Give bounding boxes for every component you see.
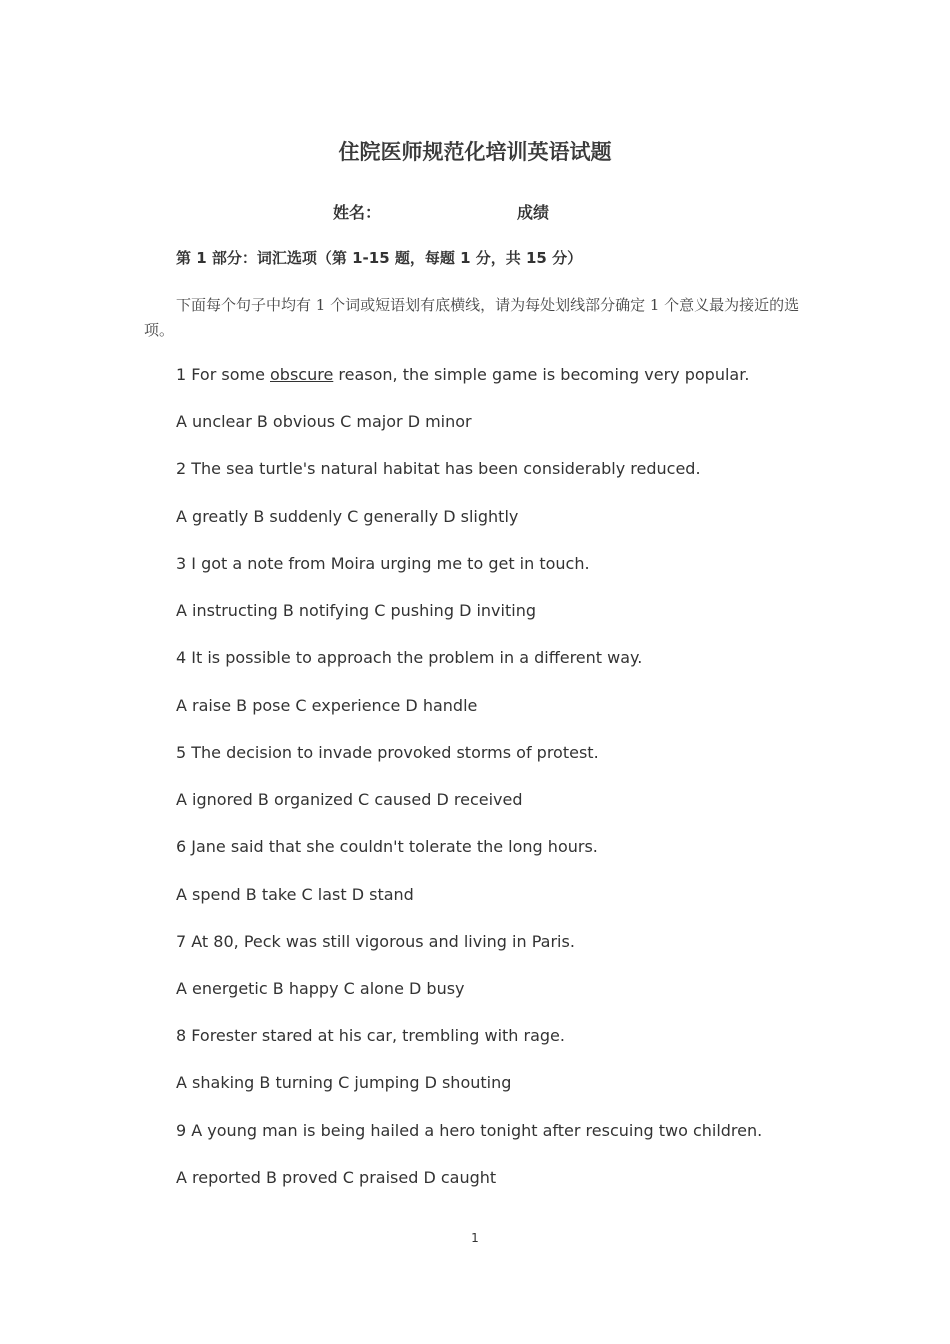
question-options: A greatly B suddenly C generally D slightly — [176, 507, 519, 526]
question-stem: 4 It is possible to approach the problem in a different way. — [176, 648, 643, 667]
question-stem — [176, 365, 749, 384]
question-options: A reported B proved C praised D caught — [176, 1168, 497, 1187]
underlined-word: obscure — [270, 365, 334, 384]
question-stem: 7 At 80, Peck was still vigorous and living in Paris. — [176, 932, 575, 951]
question-options: A ignored B organized C caused D received — [176, 790, 523, 809]
instructions-paragraph: 下面每个句子中均有 1 个词或短语划有底横线，请为每处划线部分确定 1 个意义最为接近的选项。 — [144, 296, 800, 339]
question-stem-text: 1 For some — [176, 365, 270, 384]
question-options: A shaking B turning C jumping D shouting — [176, 1073, 512, 1092]
question-options: A unclear B obvious C major D minor — [176, 412, 472, 431]
score-label: 成绩 — [517, 203, 550, 222]
question-stem: 8 Forester stared at his car, trembling with rage. — [176, 1026, 565, 1045]
page-title: 住院医师规范化培训英语试题 — [338, 139, 612, 164]
question-options: A instructing B notifying C pushing D inviting — [176, 601, 536, 620]
question-stem: 9 A young man is being hailed a hero tonight after rescuing two children. — [176, 1121, 763, 1140]
question-stem-text: reason, the simple game is becoming very popular. — [333, 365, 750, 384]
question-stem: 6 Jane said that she couldn't tolerate the long hours. — [176, 837, 598, 856]
question-options: A spend B take C last D stand — [176, 885, 414, 904]
page-number: 1 — [471, 1231, 479, 1245]
name-score-row — [0, 200, 950, 222]
name-label: 姓名： — [333, 203, 382, 222]
question-stem: 5 The decision to invade provoked storms of protest. — [176, 743, 599, 762]
section-heading: 第 1 部分：词汇选项（第 1-15 题，每题 1 分，共 15 分） — [176, 249, 583, 267]
question-stem: 3 I got a note from Moira urging me to get in touch. — [176, 554, 590, 573]
question-options: A raise B pose C experience D handle — [176, 696, 478, 715]
question-stem: 2 The sea turtle's natural habitat has been considerably reduced. — [176, 459, 701, 478]
question-options: A energetic B happy C alone D busy — [176, 979, 465, 998]
